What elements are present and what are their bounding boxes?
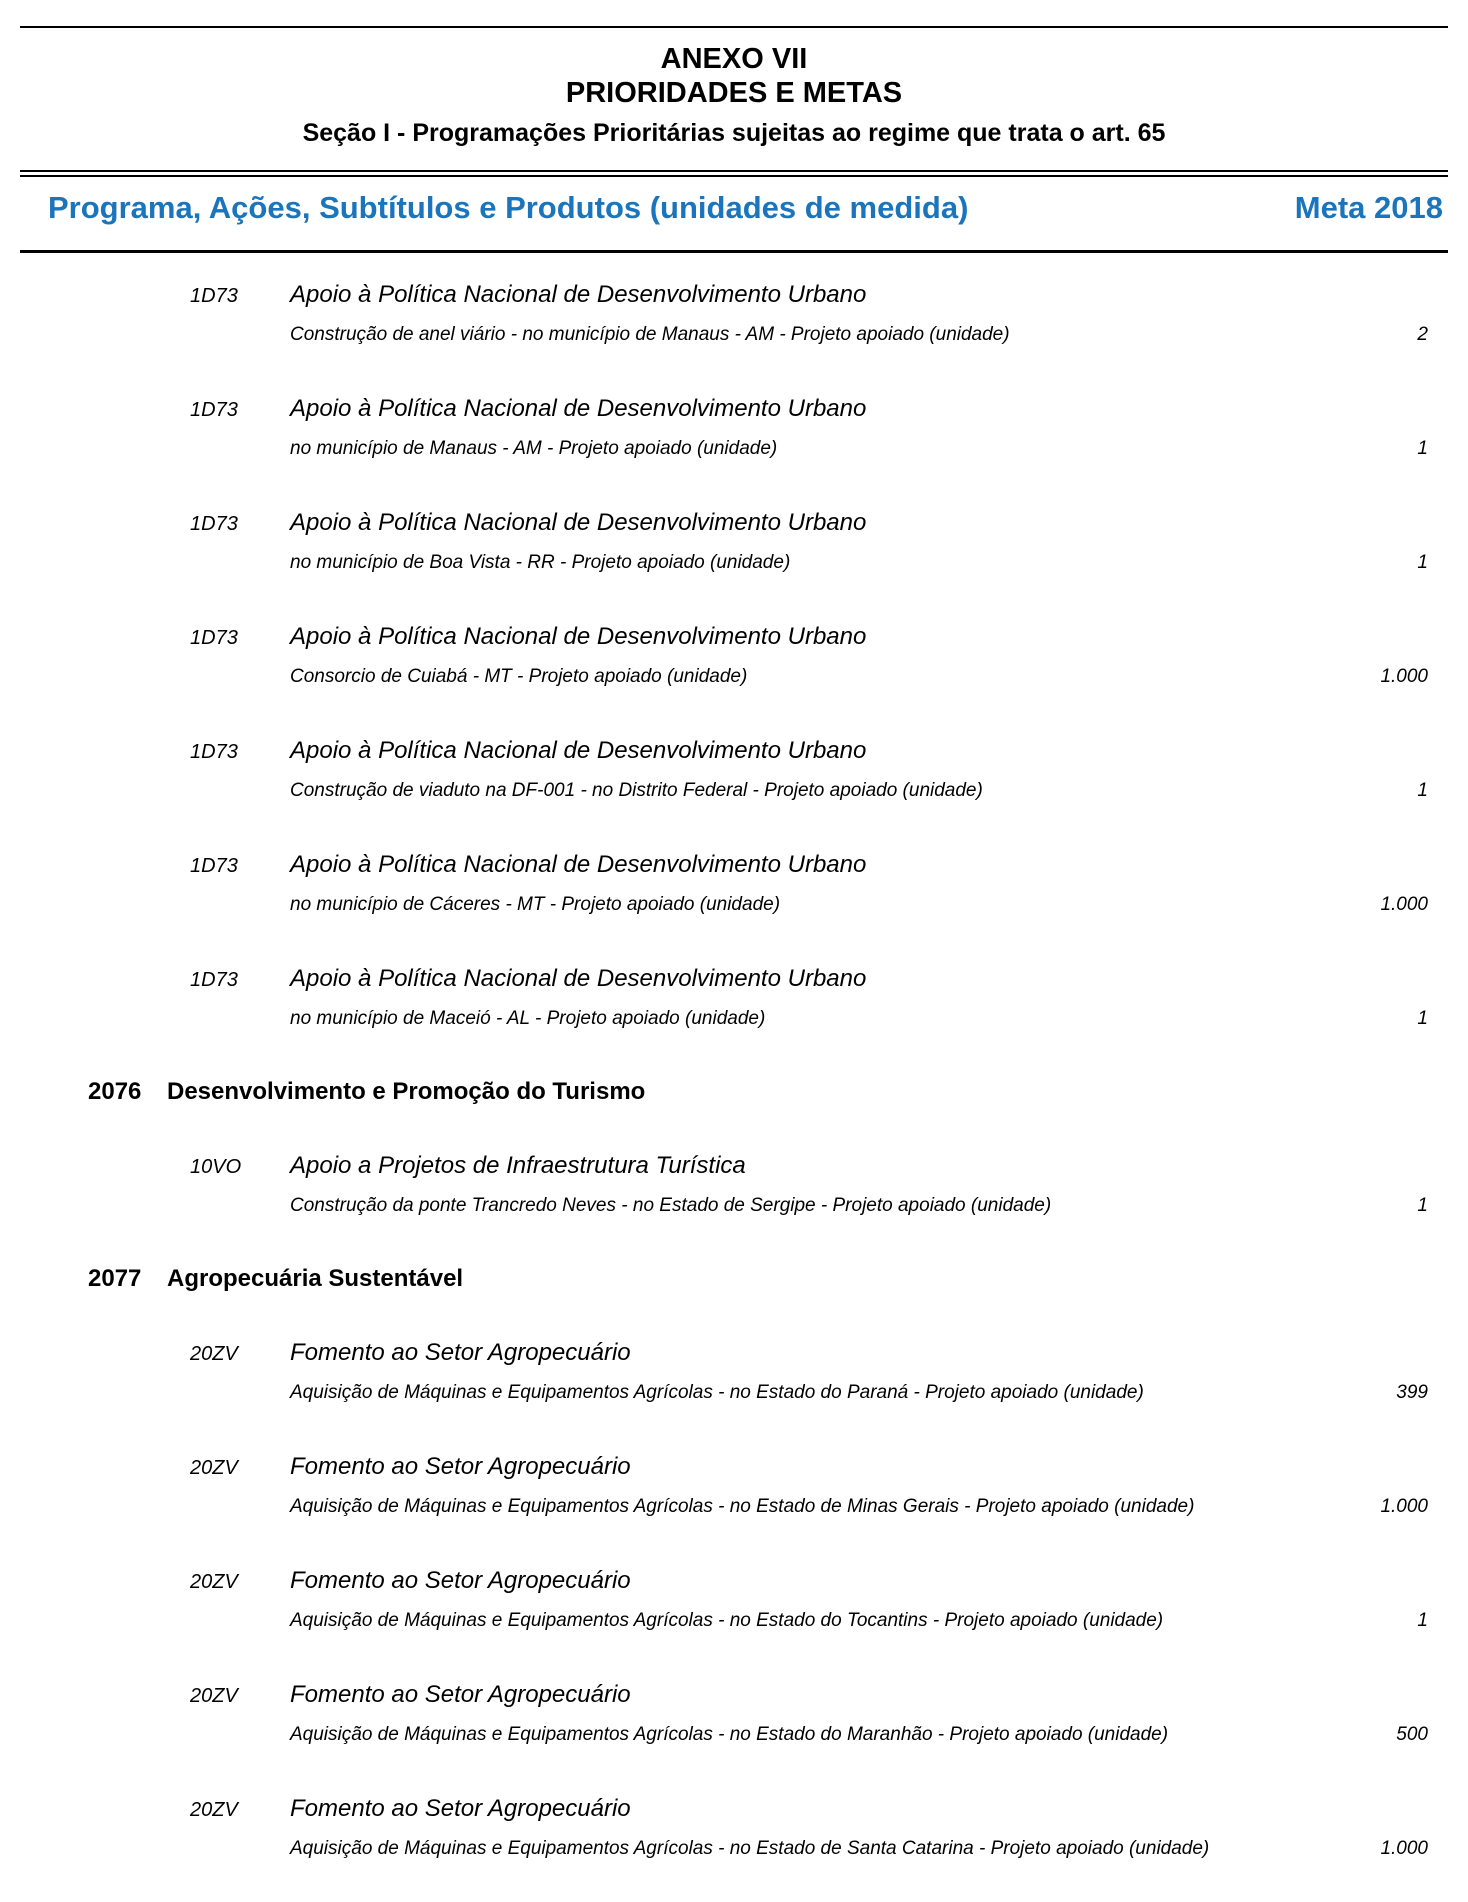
table-column-header [0,177,1468,226]
action-subtitle-row [0,1381,1468,1405]
action-title: Fomento ao Setor Agropecuário [290,1453,631,1480]
action-code: 1D73 [190,513,238,535]
action-title: Apoio à Política Nacional de Desenvolvimento Urbano [290,737,867,764]
action-subtitle: Construção de viaduto na DF-001 - no Distrito Federal - Projeto apoiado (unidade) [290,780,983,801]
action-code: 1D73 [190,627,238,649]
action-head [0,280,1468,311]
action-row [0,1151,1468,1218]
action-subtitle-row [0,1194,1468,1218]
action-subtitle: no município de Cáceres - MT - Projeto apoiado (unidade) [290,894,781,915]
meta-value: 1.000 [1380,894,1428,915]
action-title: Apoio à Política Nacional de Desenvolvimento Urbano [290,509,867,536]
action-code: 20ZV [190,1685,238,1707]
action-row [0,1566,1468,1633]
action-head [0,1452,1468,1483]
meta-value: 399 [1396,1382,1428,1403]
table-body [0,253,1468,1861]
program-row [0,1265,1468,1293]
action-head [0,1680,1468,1711]
action-code: 1D73 [190,855,238,877]
meta-value: 1.000 [1380,1496,1428,1517]
program-name: Desenvolvimento e Promoção do Turismo [167,1078,646,1105]
action-title: Apoio à Política Nacional de Desenvolvimento Urbano [290,623,867,650]
action-subtitle-row [0,779,1468,803]
action-code: 20ZV [190,1457,238,1479]
meta-value: 1.000 [1380,666,1428,687]
action-head [0,850,1468,881]
action-subtitle: Aquisição de Máquinas e Equipamentos Agrícolas - no Estado do Maranhão - Projeto apoiado (unidade) [290,1724,1169,1745]
action-code: 10VO [190,1156,242,1178]
action-title: Apoio à Política Nacional de Desenvolvimento Urbano [290,281,867,308]
action-row [0,1338,1468,1405]
action-subtitle-row [0,665,1468,689]
action-subtitle-row [0,1837,1468,1861]
program-number: 2076 [88,1078,142,1105]
action-subtitle: Aquisição de Máquinas e Equipamentos Agrícolas - no Estado de Minas Gerais - Projeto apoiado (unidade) [290,1496,1195,1517]
action-head [0,1566,1468,1597]
action-subtitle-row [0,1007,1468,1031]
action-row [0,964,1468,1031]
action-subtitle: Aquisição de Máquinas e Equipamentos Agrícolas - no Estado do Paraná - Projeto apoiado (unidade) [290,1382,1144,1403]
meta-value: 500 [1396,1724,1428,1745]
action-subtitle: Construção da ponte Trancredo Neves - no Estado de Sergipe - Projeto apoiado (unidade) [290,1195,1052,1216]
column-header-programs: Programa, Ações, Subtítulos e Produtos (unidades de medida) [48,190,969,225]
action-head [0,1794,1468,1825]
action-code: 20ZV [190,1799,238,1821]
action-title: Fomento ao Setor Agropecuário [290,1795,631,1822]
action-title: Apoio à Política Nacional de Desenvolvimento Urbano [290,965,867,992]
column-header-meta: Meta 2018 [1294,190,1443,225]
action-row [0,394,1468,461]
action-title: Apoio à Política Nacional de Desenvolvimento Urbano [290,851,867,878]
action-row [0,280,1468,347]
document-header [0,42,1468,148]
meta-value: 1 [1417,1195,1428,1216]
document-title: PRIORIDADES E METAS [565,77,903,109]
program-number: 2077 [88,1265,142,1292]
action-subtitle-row [0,1723,1468,1747]
meta-value: 1.000 [1380,1838,1428,1859]
action-code: 20ZV [190,1343,238,1365]
action-code: 20ZV [190,1571,238,1593]
action-row [0,622,1468,689]
action-head [0,964,1468,995]
action-row [0,1680,1468,1747]
annex-title: ANEXO VII [660,43,808,75]
action-head [0,736,1468,767]
action-subtitle: Aquisição de Máquinas e Equipamentos Agrícolas - no Estado de Santa Catarina - Projeto apoiado (unidade) [290,1838,1210,1859]
action-subtitle: no município de Maceió - AL - Projeto apoiado (unidade) [290,1008,766,1029]
meta-value: 1 [1417,780,1428,801]
meta-value: 1 [1417,1008,1428,1029]
section-subtitle: Seção I - Programações Prioritárias sujeitas ao regime que trata o art. 65 [302,119,1166,147]
action-subtitle: Construção de anel viário - no município de Manaus - AM - Projeto apoiado (unidade) [290,324,1010,345]
meta-value: 1 [1417,438,1428,459]
action-subtitle: Aquisição de Máquinas e Equipamentos Agrícolas - no Estado do Tocantins - Projeto apoiado (unidade) [290,1610,1164,1631]
program-name: Agropecuária Sustentável [167,1265,464,1292]
action-subtitle-row [0,437,1468,461]
action-row [0,1452,1468,1519]
action-subtitle: Consorcio de Cuiabá - MT - Projeto apoiado (unidade) [290,666,748,687]
action-title: Fomento ao Setor Agropecuário [290,1681,631,1708]
action-title: Apoio à Política Nacional de Desenvolvimento Urbano [290,395,867,422]
meta-value: 1 [1417,552,1428,573]
action-title: Fomento ao Setor Agropecuário [290,1339,631,1366]
action-code: 1D73 [190,285,238,307]
top-rule [20,26,1448,28]
action-code: 1D73 [190,741,238,763]
action-head [0,1151,1468,1182]
action-head [0,508,1468,539]
action-code: 1D73 [190,399,238,421]
action-title: Fomento ao Setor Agropecuário [290,1567,631,1594]
action-code: 1D73 [190,969,238,991]
program-row [0,1078,1468,1106]
action-subtitle-row [0,1609,1468,1633]
action-title: Apoio a Projetos de Infraestrutura Turística [290,1152,746,1179]
action-row [0,508,1468,575]
action-head [0,394,1468,425]
double-rule [20,170,1448,177]
action-subtitle-row [0,551,1468,575]
meta-value: 1 [1417,1610,1428,1631]
action-head [0,622,1468,653]
action-subtitle-row [0,1495,1468,1519]
meta-value: 2 [1417,324,1428,345]
action-subtitle: no município de Boa Vista - RR - Projeto apoiado (unidade) [290,552,791,573]
action-row [0,736,1468,803]
action-row [0,1794,1468,1861]
action-row [0,850,1468,917]
action-subtitle: no município de Manaus - AM - Projeto apoiado (unidade) [290,438,778,459]
action-subtitle-row [0,323,1468,347]
action-head [0,1338,1468,1369]
action-subtitle-row [0,893,1468,917]
